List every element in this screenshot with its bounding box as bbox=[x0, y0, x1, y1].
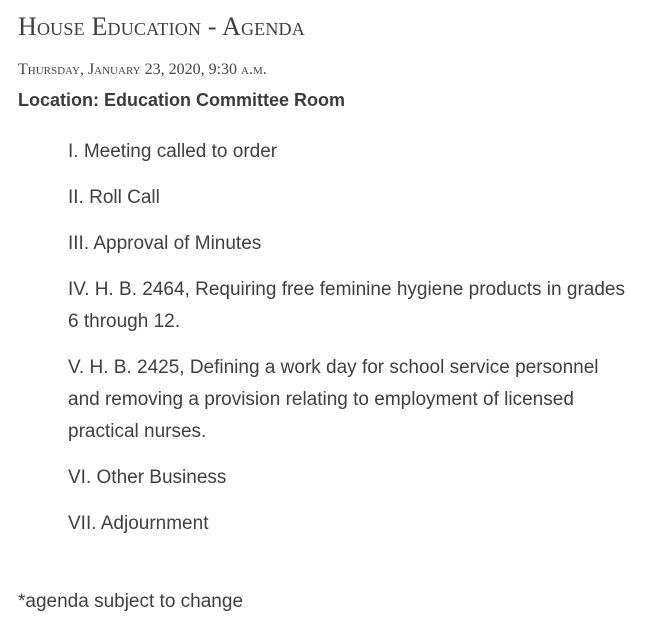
agenda-item-adjournment: VII. Adjournment bbox=[68, 513, 209, 534]
agenda-item-roll-call: II. Roll Call bbox=[68, 187, 160, 208]
agenda-item-approval-of-minutes: III. Approval of Minutes bbox=[68, 233, 262, 254]
agenda-item-hb-2425: V. H. B. 2425, Defining a work day for school service personnel and removing a provision relating to employment of licensed practical nurses. bbox=[68, 357, 599, 442]
agenda-list bbox=[68, 136, 628, 554]
agenda-item-other-business: VI. Other Business bbox=[68, 467, 227, 488]
agenda-item-call-to-order: I. Meeting called to order bbox=[68, 141, 278, 162]
agenda-title: House Education - Agenda bbox=[18, 12, 305, 41]
meeting-location: Location: Education Committee Room bbox=[18, 90, 346, 110]
meeting-datetime: Thursday, January 23, 2020, 9:30 a.m. bbox=[18, 61, 267, 78]
agenda-change-note: *agenda subject to change bbox=[18, 591, 244, 612]
agenda-item-hb-2464: IV. H. B. 2464, Requiring free feminine hygiene products in grades 6 through 12. bbox=[68, 279, 625, 332]
